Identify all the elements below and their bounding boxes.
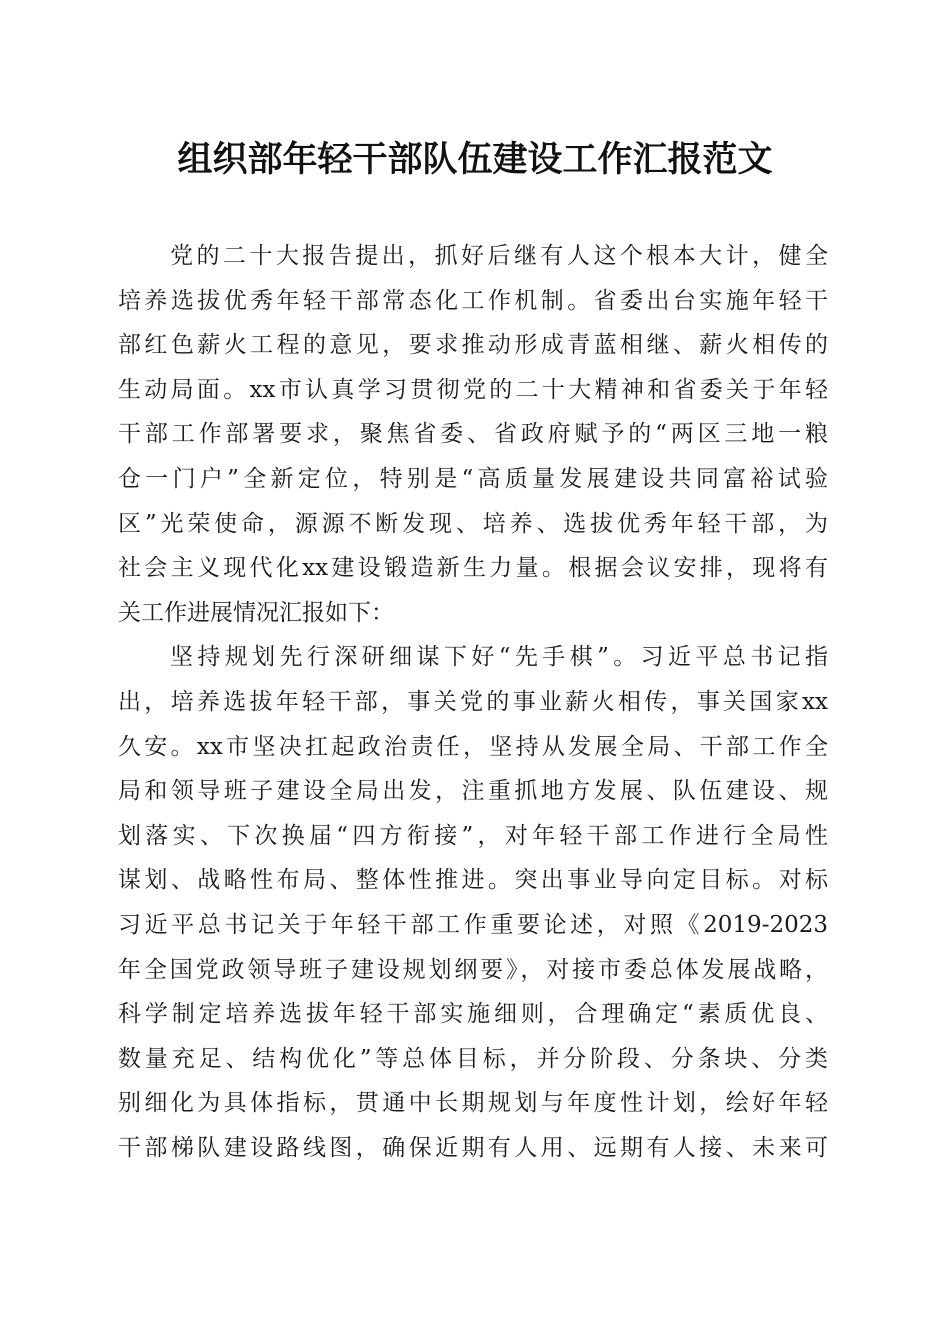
- text-line: 数量充足、结构优化”等总体目标，并分阶段、分条块、分类: [118, 1045, 828, 1072]
- text-line: 培养选拔优秀年轻干部常态化工作机制。省委出台实施年轻干: [118, 287, 828, 314]
- document-title: 组织部年轻干部队伍建设工作汇报范文: [177, 139, 773, 180]
- text-line: 出，培养选拔年轻干部，事关党的事业薪火相传，事关国家xx: [118, 688, 828, 715]
- paragraph-2: [118, 635, 828, 1170]
- text-line: 关工作进展情况汇报如下：: [118, 599, 394, 626]
- text-line: 科学制定培养选拔年轻干部实施细则，合理确定“素质优良、: [118, 1001, 828, 1028]
- text-line: 年全国党政领导班子建设规划纲要》，对接市委总体发展战略，: [118, 956, 828, 983]
- text-line: 社会主义现代化xx建设锻造新生力量。根据会议安排，现将有: [118, 555, 828, 582]
- text-line: 坚持规划先行深研细谋下好“先手棋”。习近平总书记指: [170, 644, 828, 671]
- text-line: 党的二十大报告提出，抓好后继有人这个根本大计，健全: [170, 243, 828, 269]
- text-line: 别细化为具体指标，贯通中长期规划与年度性计划，绘好年轻: [118, 1090, 828, 1117]
- text-line: 划落实、下次换届“四方衔接”，对年轻干部工作进行全局性: [118, 822, 828, 849]
- text-line: 习近平总书记关于年轻干部工作重要论述，对照《2019-2023: [118, 911, 828, 938]
- document-body: [118, 234, 828, 1170]
- text-line: 局和领导班子建设全局出发，注重抓地方发展、队伍建设、规: [118, 778, 828, 805]
- text-line: 干部梯队建设路线图，确保近期有人用、远期有人接、未来可: [118, 1134, 828, 1161]
- text-line: 久安。xx市坚决扛起政治责任，坚持从发展全局、干部工作全: [118, 733, 828, 760]
- text-line: 区”光荣使命，源源不断发现、培养、选拔优秀年轻干部，为: [118, 510, 828, 537]
- text-line: 仓一门户”全新定位，特别是“高质量发展建设共同富裕试验: [118, 465, 828, 492]
- text-line: 干部工作部署要求，聚焦省委、省政府赋予的“两区三地一粮: [118, 421, 828, 448]
- paragraph-1: [118, 234, 828, 635]
- text-line: 部红色薪火工程的意见，要求推动形成青蓝相继、薪火相传的: [118, 332, 828, 359]
- text-line: 生动局面。xx市认真学习贯彻党的二十大精神和省委关于年轻: [118, 376, 828, 403]
- text-line: 谋划、战略性布局、整体性推进。突出事业导向定目标。对标: [118, 867, 828, 894]
